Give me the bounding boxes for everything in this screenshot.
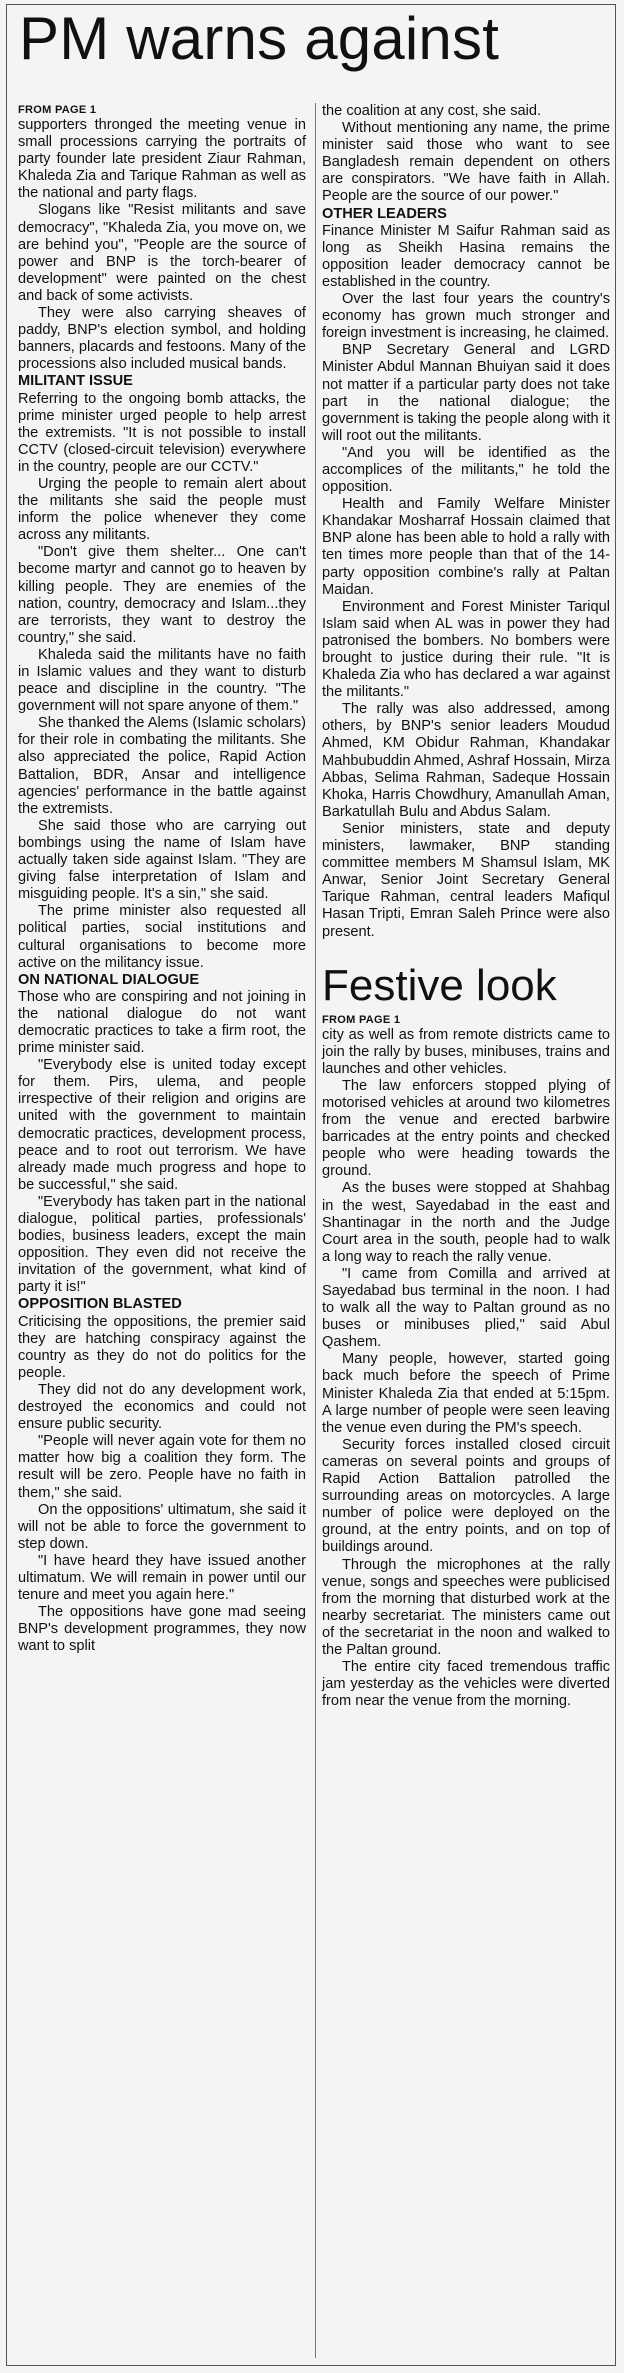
- body-paragraph: Security forces installed closed circuit cameras on several points and groups of Rapid Action Battalion patrolled the surrounding areas on motorcycles. A large number of police were deployed on the ground, at the entry points, and on top of buildings around.: [322, 1436, 610, 1556]
- section-subhead: ON NATIONAL DIALOGUE: [18, 971, 200, 988]
- body-paragraph: city as well as from remote districts came to join the rally by buses, minibuses, trains and launches and other vehicles.: [322, 1026, 610, 1077]
- body-paragraph: The entire city faced tremendous traffic jam yesterday as the vehicles were diverted from near the venue from the morning.: [322, 1659, 610, 1710]
- left-column: [18, 103, 306, 1655]
- from-page-label-2: FROM PAGE 1: [322, 1013, 401, 1026]
- body-paragraph: Those who are conspiring and not joining in the national dialogue do not want democratic practices to take a firm root, the prime minister said.: [18, 988, 306, 1057]
- body-paragraph: Khaleda said the militants have no faith in Islamic values and they want to disturb peace and discipline in the country. "The government will not spare anyone of them.": [18, 646, 306, 715]
- section-subhead: OPPOSITION BLASTED: [18, 1296, 182, 1313]
- body-paragraph: "And you will be identified as the accomplices of the militants," he told the opposition.: [322, 444, 610, 496]
- body-paragraph: Criticising the oppositions, the premier said they are hatching conspiracy against the country as they do not do politics for the people.: [18, 1313, 306, 1381]
- headline-festive-look: Festive look: [322, 960, 557, 1010]
- body-paragraph: The oppositions have gone mad seeing BNP's development programmes, they now want to split: [18, 1604, 306, 1655]
- body-paragraph: BNP Secretary General and LGRD Minister Abdul Mannan Bhuiyan said it does not matter if a particular party does not take part in the national dialogue; the government is taking the people along with it will root out the militants.: [322, 342, 610, 444]
- body-paragraph: Health and Family Welfare Minister Khandakar Mosharraf Hossain claimed that BNP alone has been able to hold a rally with ten times more people than that of the 14-party opposition combine's rally at Paltan Maidan.: [322, 496, 610, 598]
- body-paragraph: "Don't give them shelter... One can't become martyr and cannot go to heaven by killing people. They are enemies of the nation, country, democracy and Islam...they are terrorists, they want to destroy the country," she said.: [18, 544, 306, 646]
- body-paragraph: Slogans like "Resist militants and save democracy", "Khaleda Zia, you move on, we are behind you", "People are the source of power and BNP is the torch-bearer of development" were painted on the chest and back of some activists.: [18, 202, 306, 304]
- body-paragraph: They did not do any development work, destroyed the economics and could not ensure public security.: [18, 1381, 306, 1433]
- body-paragraph: On the oppositions' ultimatum, she said it will not be able to force the government to step down.: [18, 1501, 306, 1552]
- body-paragraph: "People will never again vote for them no matter how big a coalition they form. The result will be zero. People have no faith in them," she said.: [18, 1433, 306, 1501]
- column-divider: [315, 103, 316, 2358]
- body-paragraph: Environment and Forest Minister Tariqul Islam said when AL was in power they had patronised the bombers. No bombers were brought to justice during their rule. "It is Khaleda Zia who has declared a war against the militants.": [322, 598, 610, 701]
- body-paragraph: "I came from Comilla and arrived at Sayedabad bus terminal in the noon. I had to walk all the way to Paltan ground as no buses or minibuses plied," said Abul Qashem.: [322, 1265, 610, 1351]
- body-paragraph: Referring to the ongoing bomb attacks, the prime minister urged people to help arrest the extremists. "It is not possible to install CCTV (closed-circuit television) everywhere in the country, people are our CCTV.": [18, 390, 306, 475]
- body-paragraph: Senior ministers, state and deputy ministers, lawmaker, BNP standing committee members M Shamsul Islam, MK Anwar, Senior Joint Secretary General Tarique Rahman, central leaders Mafiqul Hasan Tripti, Emran Saleh Prince were also present.: [322, 820, 610, 940]
- section-subhead: MILITANT ISSUE: [18, 373, 133, 390]
- body-paragraph: supporters thronged the meeting venue in small processions carrying the portraits of party founder late president Ziaur Rahman, Khaleda Zia and Tarique Rahman as well as the national and party flags.: [18, 117, 306, 202]
- body-paragraph: Many people, however, started going back much before the speech of Prime Minister Khaleda Zia that ended at 5:15pm. A large number of people were seen leaving the venue even during the PM's speech.: [322, 1351, 610, 1436]
- body-paragraph: Urging the people to remain alert about the militants she said the people must inform the police whenever they come across any militants.: [18, 475, 306, 544]
- body-paragraph: "Everybody has taken part in the national dialogue, political parties, professionals' bodies, business leaders, except the main opposition. They even did not receive the invitation of the government, what kind of party it is!": [18, 1193, 306, 1296]
- body-paragraph: The prime minister also requested all political parties, social institutions and cultural organisations to become more active on the militancy issue.: [18, 903, 306, 971]
- body-paragraph: She thanked the Alems (Islamic scholars) for their role in combating the militants. She also appreciated the police, Rapid Action Battalion, BDR, Ansar and intelligence agencies' performance in the battle against the extremists.: [18, 715, 306, 817]
- body-paragraph: The law enforcers stopped plying of motorised vehicles at around two kilometres from the venue and erected barbwire barricades at the entry points and checked people who were heading towards the ground.: [322, 1077, 610, 1180]
- newspaper-clipping: [6, 4, 616, 2366]
- headline-pm-warns: PM warns against: [19, 5, 500, 72]
- body-paragraph: Through the microphones at the rally venue, songs and speeches were publicised from the morning that disturbed work at the nearby secretariat. The ministers came out of the secretariat in the noon and walked to the Paltan ground.: [322, 1556, 610, 1658]
- article-continuation: [322, 103, 610, 941]
- body-paragraph: "I have heard they have issued another ultimatum. We will remain in power until our tenure and meet you again here.": [18, 1552, 306, 1604]
- body-paragraph: the coalition at any cost, she said.: [322, 103, 542, 119]
- body-paragraph: As the buses were stopped at Shahbag in the west, Sayedabad in the east and Shantinagar in the north and the Judge Court area in the south, people had to walk a long way to reach the rally venue.: [322, 1180, 610, 1265]
- body-paragraph: She said those who are carrying out bombings using the name of Islam have actually taken side against Islam. "They are giving false interpretation of Islam and misguiding people. It's a sin," she said.: [18, 817, 306, 903]
- body-paragraph: Over the last four years the country's economy has grown much stronger and foreign investment is increasing, he claimed.: [322, 291, 610, 342]
- body-paragraph: They were also carrying sheaves of paddy, BNP's election symbol, and holding banners, placards and festoons. Many of the processions also included musical bands.: [18, 305, 306, 373]
- festive-look-body: [322, 1027, 610, 1711]
- from-page-label: FROM PAGE 1: [18, 104, 97, 116]
- body-paragraph: Without mentioning any name, the prime minister said those who want to see Bangladesh remain dependent on others are conspirators. "We have faith in Allah. People are the source of our power.": [322, 120, 610, 205]
- body-paragraph: The rally was also addressed, among others, by BNP's senior leaders Moudud Ahmed, KM Obidur Rahman, Khandakar Mahbubuddin Ahmed, Ashraf Hossain, Mirza Abbas, Selima Rahman, Sadeque Hossain Khoka, Harris Chowdhury, Amanullah Aman, Barkatullah Bulu and Abdus Salam.: [322, 701, 610, 820]
- body-paragraph: "Everybody else is united today except for them. Pirs, ulema, and people irrespective of their religion and origins are united with the government to maintain democratic practices, development process, peace and to root out terrorism. We have already made much progress and hope to be successful," she said.: [18, 1057, 306, 1193]
- body-paragraph: Finance Minister M Saifur Rahman said as long as Sheikh Hasina remains the opposition leader democracy cannot be established in the country.: [322, 222, 610, 290]
- right-column: [322, 103, 610, 1710]
- section-subhead: OTHER LEADERS: [322, 205, 447, 222]
